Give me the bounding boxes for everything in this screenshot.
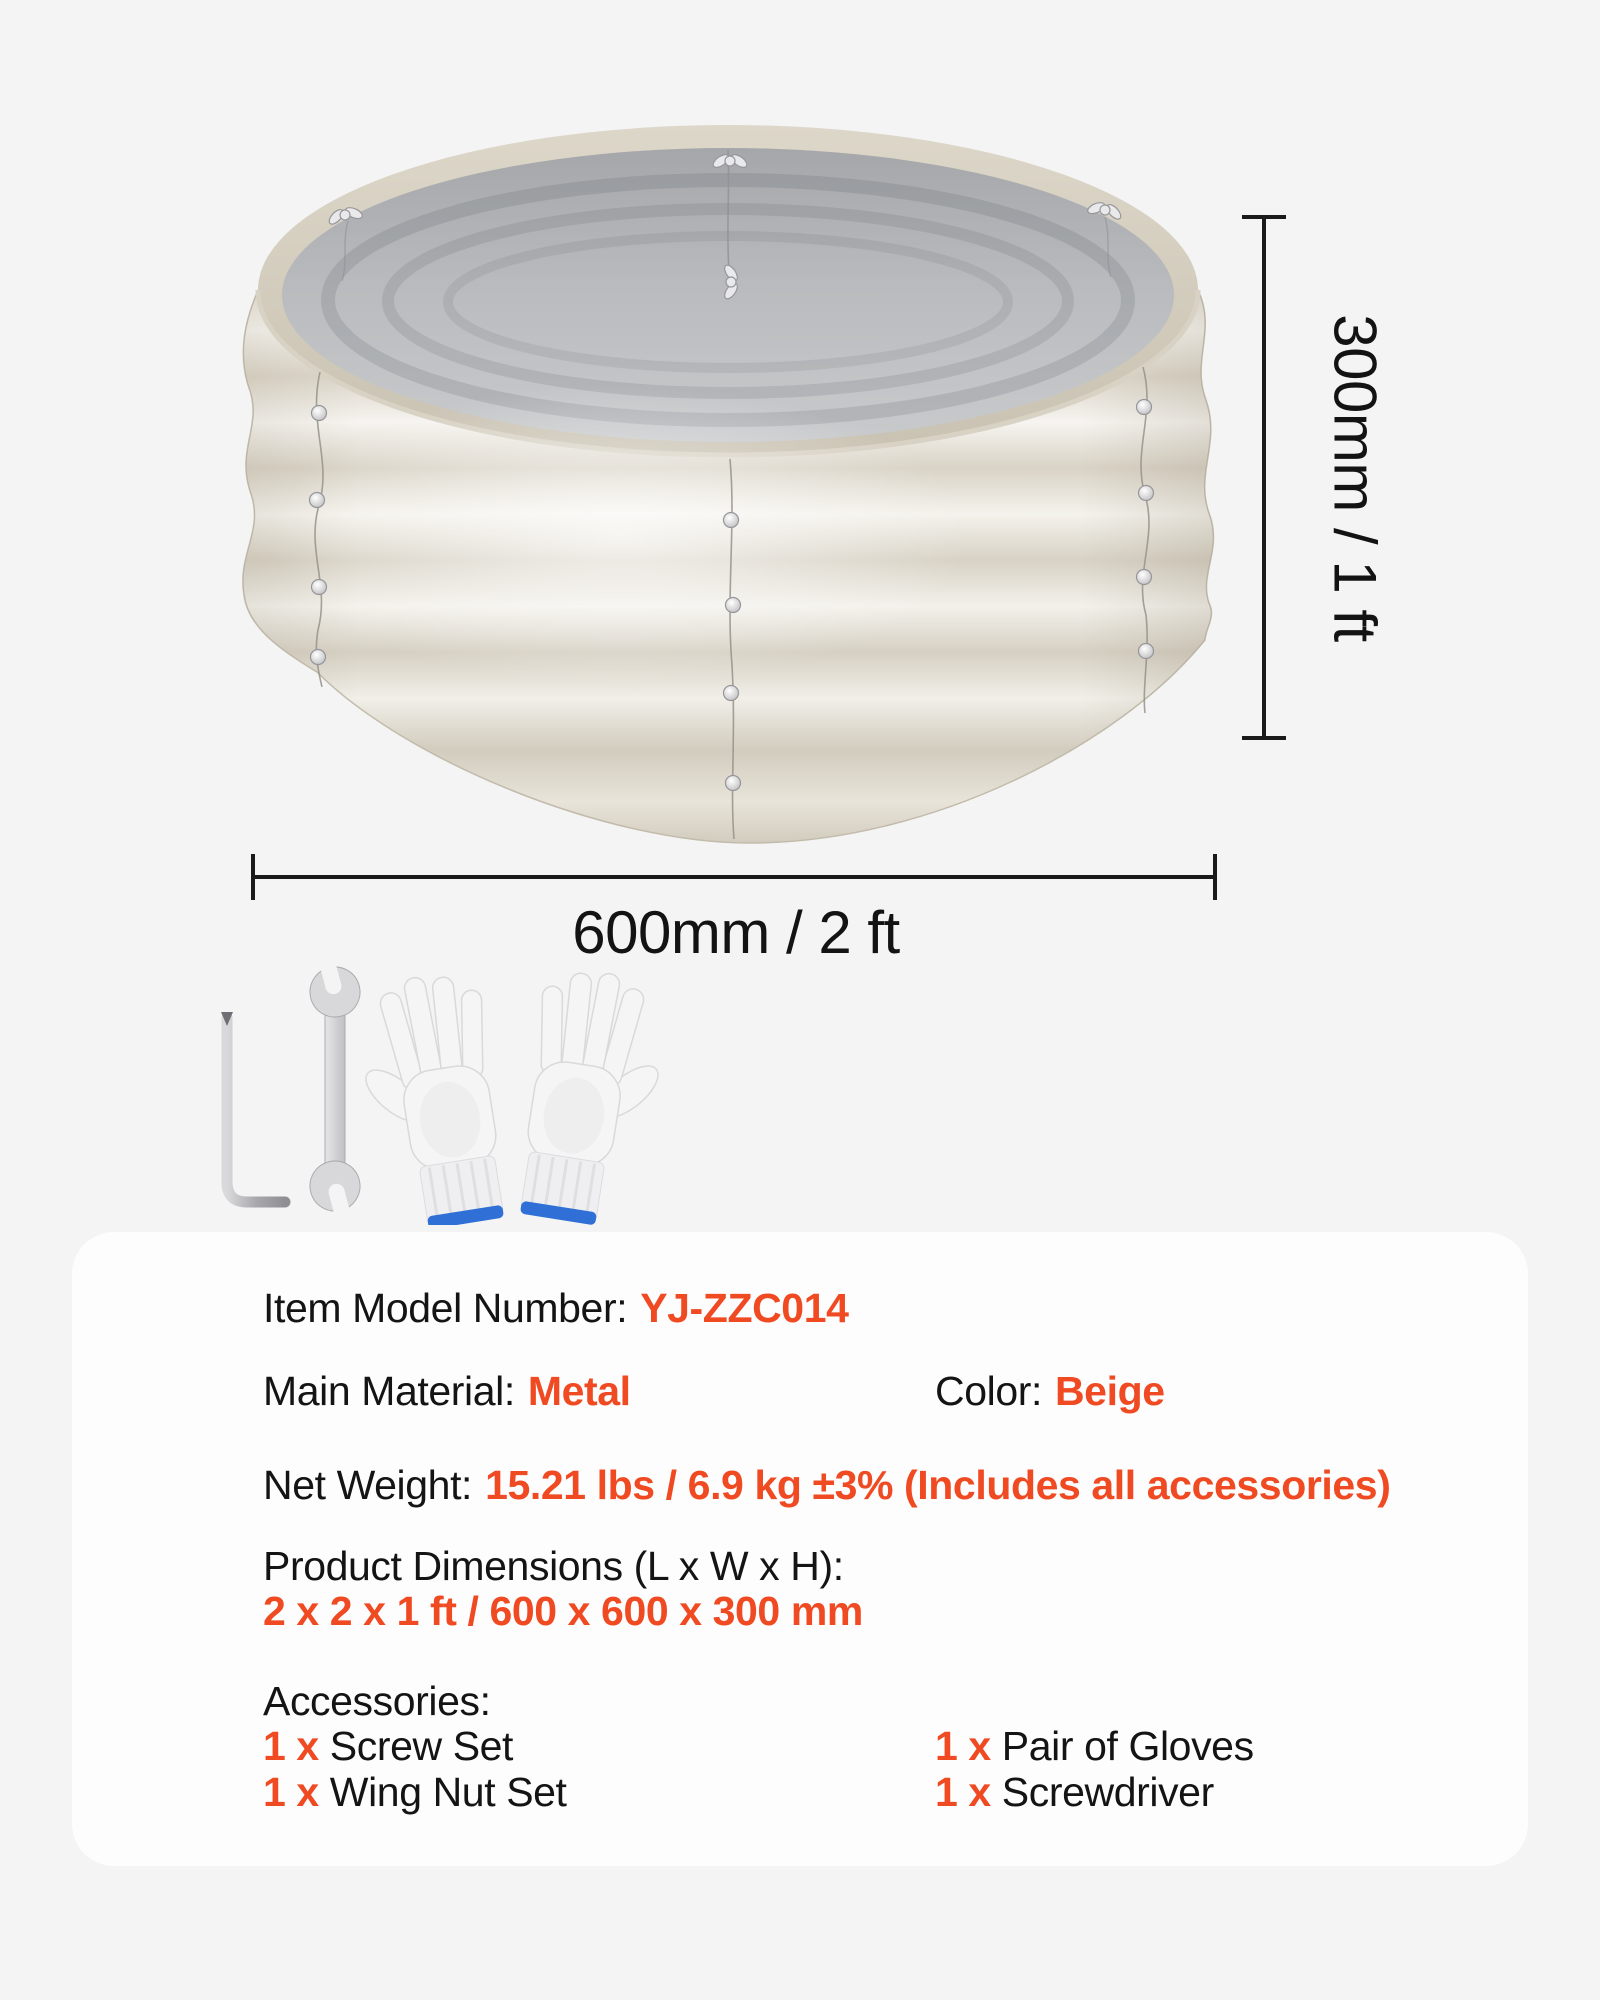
spec-row-color (935, 1367, 1165, 1415)
accessory-name: Screwdriver (1001, 1769, 1214, 1815)
accessory-qty: 1 x (263, 1769, 319, 1815)
color-value: Beige (1054, 1368, 1165, 1414)
raised-garden-bed-photo (190, 95, 1250, 875)
spec-row-accessories-label (263, 1677, 504, 1725)
weight-value: 15.21 lbs / 6.9 kg ±3% (Includes all accessories) (485, 1462, 1391, 1508)
accessory-name: Screw Set (329, 1723, 514, 1769)
weight-label: Net Weight: (263, 1462, 473, 1508)
width-dimension-line (251, 854, 1217, 900)
accessory-name: Pair of Gloves (1001, 1723, 1254, 1769)
height-dimension-label: 300mm / 1 ft (1321, 314, 1389, 642)
material-label: Main Material: (263, 1368, 515, 1414)
accessories-label: Accessories: (263, 1678, 491, 1724)
accessory-item (935, 1722, 1254, 1770)
accessory-item (263, 1768, 567, 1816)
spec-row-dimensions-label (263, 1542, 857, 1590)
model-label: Item Model Number: (263, 1285, 628, 1331)
spec-row-material (263, 1367, 631, 1415)
accessory-qty: 1 x (935, 1723, 991, 1769)
accessory-item (935, 1768, 1214, 1816)
wrench-icon (302, 953, 368, 1225)
material-value: Metal (527, 1368, 631, 1414)
l-screwdriver-icon (221, 1012, 285, 1202)
accessory-qty: 1 x (263, 1723, 319, 1769)
spec-row-dimensions-value (263, 1587, 863, 1635)
height-dimension-line (1242, 215, 1286, 740)
spec-row-weight (263, 1461, 1390, 1509)
accessory-name: Wing Nut Set (329, 1769, 567, 1815)
accessory-tools-photo (195, 950, 665, 1225)
gloves-icon (342, 963, 665, 1225)
dimensions-value: 2 x 2 x 1 ft / 600 x 600 x 300 mm (263, 1588, 863, 1634)
inner-seam-line (728, 150, 729, 270)
accessory-item (263, 1722, 513, 1770)
dimensions-label: Product Dimensions (L x W x H): (263, 1543, 844, 1589)
model-value: YJ-ZZC014 (640, 1285, 849, 1331)
color-label: Color: (935, 1368, 1042, 1414)
width-dimension-label: 600mm / 2 ft (572, 899, 900, 966)
spec-panel (72, 1232, 1528, 1866)
spec-row-model (263, 1284, 849, 1332)
accessory-qty: 1 x (935, 1769, 991, 1815)
